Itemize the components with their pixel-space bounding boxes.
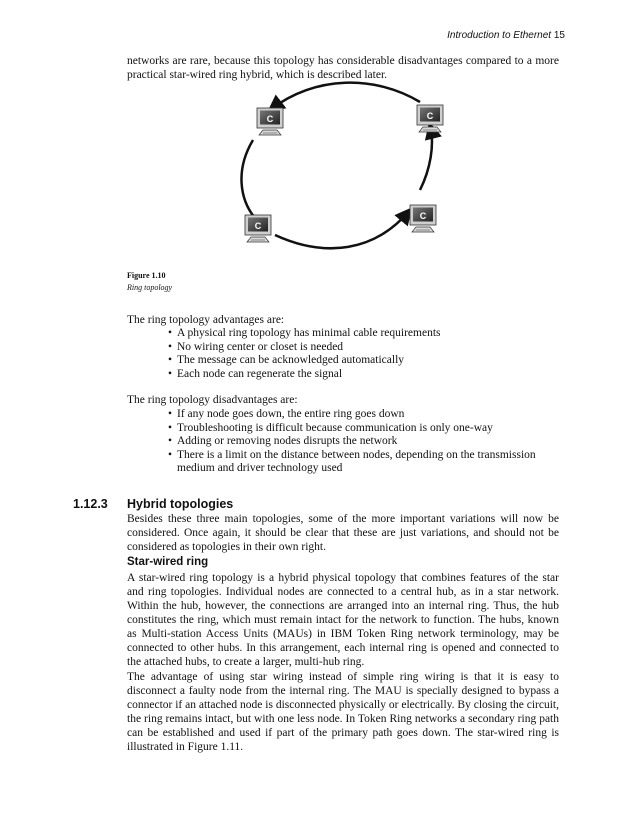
list-item: • Each node can regenerate the signal: [168, 368, 563, 382]
advantages-list: [168, 327, 563, 381]
computer-node-icon: [245, 215, 271, 242]
list-item: • No wiring center or closet is needed: [168, 341, 563, 355]
ring-link-top: [270, 83, 420, 110]
node-label: C: [426, 111, 434, 121]
ring-link-right: [420, 125, 432, 190]
list-item: • The message can be acknowledged automatically: [168, 354, 563, 368]
list-item: • If any node goes down, the entire ring goes down: [168, 408, 563, 422]
header-title: Introduction to Ethernet: [447, 30, 552, 41]
computer-node-icon: [257, 108, 283, 135]
ring-topology-diagram: [225, 80, 455, 255]
ring-link-left: [241, 140, 255, 218]
list-item: • A physical ring topology has minimal cable requirements: [168, 327, 563, 341]
list-item: • Troubleshooting is difficult because communication is only one-way: [168, 422, 563, 436]
disadvantages-intro: The ring topology disadvantages are:: [127, 394, 298, 406]
list-item: • There is a limit on the distance between nodes, depending on the transmission medium and driver technology used: [168, 449, 563, 476]
section-number: 1.12.3: [73, 497, 108, 511]
page-number: 15: [553, 30, 565, 41]
running-header: [447, 30, 565, 41]
subsection-paragraph-1: A star-wired ring topology is a hybrid physical topology that combines features of the star and ring topologies. Individual nodes are connected to a central hub, as in a star network. Within the hub, however, the connections are arranged into an internal ring. Thus, the hub constitutes the ring, which must remain intact for the network to function. The hubs, known as Multi-station Access Units (MAUs) in IBM Token Ring network terminology, may be connected to other hubs. In this arrangement, each internal ring is opened and connected to the attached hubs, to create a larger, multi-hub ring.: [127, 572, 559, 668]
node-label: C: [419, 211, 427, 221]
disadvantages-list: [168, 408, 563, 476]
node-label: C: [266, 114, 274, 124]
subsection-title: Star-wired ring: [127, 556, 209, 568]
computer-node-icon: [410, 205, 436, 232]
list-item: • Adding or removing nodes disrupts the network: [168, 435, 563, 449]
advantages-intro: The ring topology advantages are:: [127, 314, 285, 326]
section-paragraph: Besides these three main topologies, some of the more important variations will now be considered. Once again, it should be clear that these are just variations, and should not be considered as topologies in their own right.: [127, 513, 559, 553]
computer-node-icon: [417, 105, 443, 132]
intro-paragraph: networks are rare, because this topology has considerable disadvantages compared to a more practical star-wired ring hybrid, which is described later.: [127, 55, 559, 81]
figure-number: Figure 1.10: [127, 271, 166, 280]
figure-caption-text: Ring topology: [127, 283, 173, 292]
ring-link-bottom: [275, 210, 410, 248]
node-label: C: [254, 221, 262, 231]
section-title: Hybrid topologies: [127, 497, 234, 511]
subsection-paragraph-2: The advantage of using star wiring instead of simple ring wiring is that it is easy to disconnect a faulty node from the internal ring. The MAU is specially designed to bypass a connector if an attached node is disconnected physically or electrically. By closing the circuit, the ring remains intact, but with one less node. In Token Ring networks a secondary ring path can be established and used if part of the primary path goes down. The star-wired ring is illustrated in Figure 1.11.: [127, 671, 559, 753]
figure-caption: [127, 270, 172, 294]
